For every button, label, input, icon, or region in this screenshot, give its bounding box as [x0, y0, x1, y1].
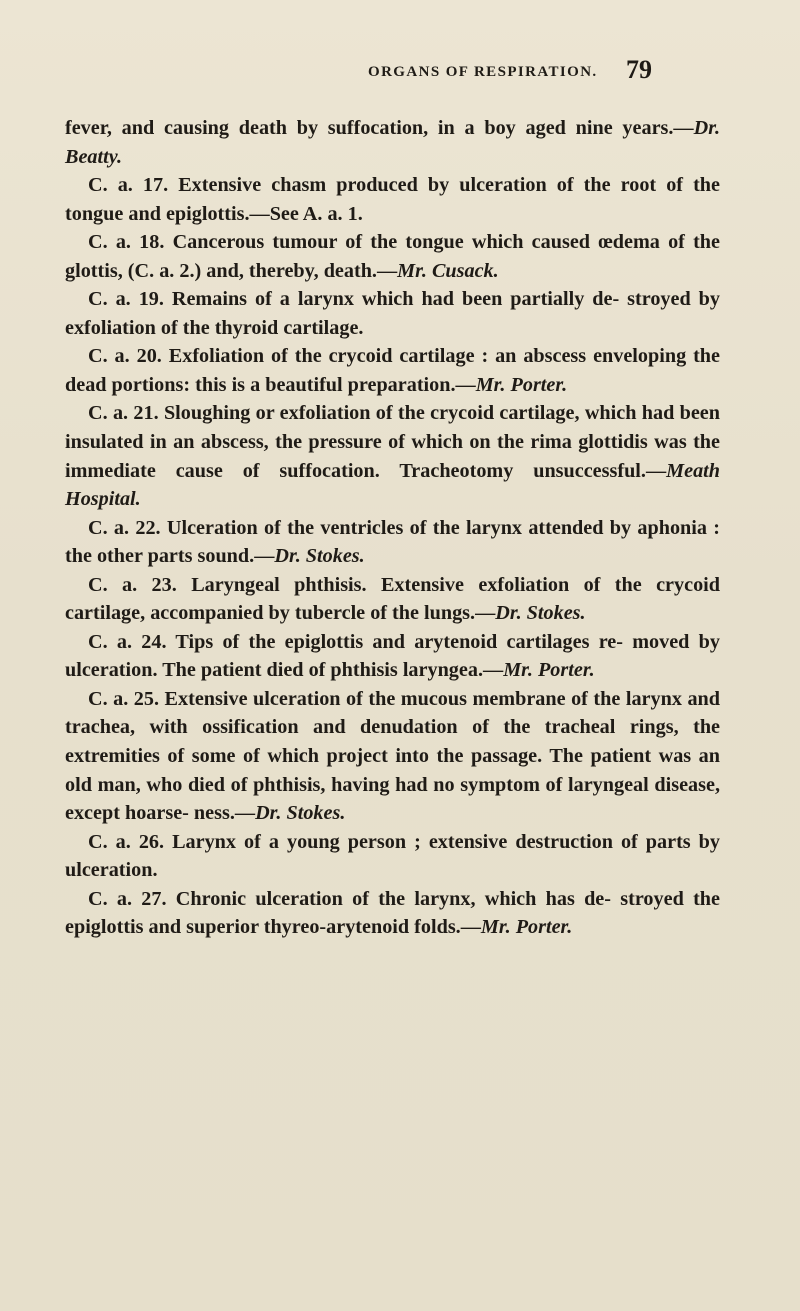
attribution: Meath Hospital. — [65, 459, 720, 511]
body-text — [65, 114, 720, 942]
catalogue-entry-21: C. a. 21. Sloughing or exfoliation of the crycoid cartilage, which had been insulated in an abscess, the pressure of which on the rima glottidis was the immediate cause of suffocation. Tracheotomy unsuccessful.—Meath Hospital. — [65, 402, 720, 511]
attribution: Mr. Porter. — [475, 373, 568, 396]
catalogue-entry-23: C. a. 23. Laryngeal phthisis. Extensive exfoliation of the crycoid cartilage, accompanied by tubercle of the lungs.—Dr. Stokes. — [65, 573, 720, 625]
catalogue-entry-27: C. a. 27. Chronic ulceration of the larynx, which has de- stroyed the epiglottis and superior thyreo-arytenoid folds.—Mr. Porter. — [65, 887, 720, 939]
attribution: Mr. Porter. — [480, 916, 573, 939]
catalogue-entry-24: C. a. 24. Tips of the epiglottis and arytenoid cartilages re- moved by ulceration. The patient died of phthisis laryngea.—Mr. Porter. — [65, 630, 720, 682]
attribution: Mr. Cusack. — [397, 259, 499, 282]
catalogue-entry-20: C. a. 20. Exfoliation of the crycoid cartilage : an abscess enveloping the dead portions: this is a beautiful preparation.—Mr. Porter. — [65, 345, 720, 396]
catalogue-entry-17: C. a. 17. Extensive chasm produced by ulceration of the root of the tongue and epiglottis.—See A. a. 1. — [65, 174, 720, 225]
running-title: ORGANS OF RESPIRATION. — [368, 64, 598, 80]
catalogue-entry-18: C. a. 18. Cancerous tumour of the tongue which caused œdema of the glottis, (C. a. 2.) and, thereby, death.—Mr. Cusack. — [65, 231, 720, 282]
attribution: Dr. Beatty. — [65, 117, 720, 168]
catalogue-entry-26: C. a. 26. Larynx of a young person ; extensive destruction of parts by ulceration. — [65, 830, 720, 882]
attribution: Mr. Porter. — [503, 659, 595, 682]
attribution: Dr. Stokes. — [274, 545, 365, 568]
catalogue-entry-22: C. a. 22. Ulceration of the ventricles of the larynx attended by aphonia : the other parts sound.—Dr. Stokes. — [65, 516, 720, 568]
attribution: Dr. Stokes. — [495, 602, 586, 625]
catalogue-entry-19: C. a. 19. Remains of a larynx which had been partially de- stroyed by exfoliation of the thyroid cartilage. — [65, 288, 720, 339]
attribution: Dr. Stokes. — [255, 802, 346, 825]
page-number: 79 — [626, 55, 652, 84]
catalogue-entry-25: C. a. 25. Extensive ulceration of the mucous membrane of the larynx and trachea, with ossification and denudation of the tracheal rings, the extremities of some of which project into the passage. The patient was an old man, who died of phthisis, having had no symptom of laryngeal disease, except hoarse- ness.—Dr. Stokes. — [65, 687, 720, 825]
paragraph-continuation: fever, and causing death by suffocation, in a boy aged nine years.—Dr. Beatty. — [65, 117, 720, 168]
